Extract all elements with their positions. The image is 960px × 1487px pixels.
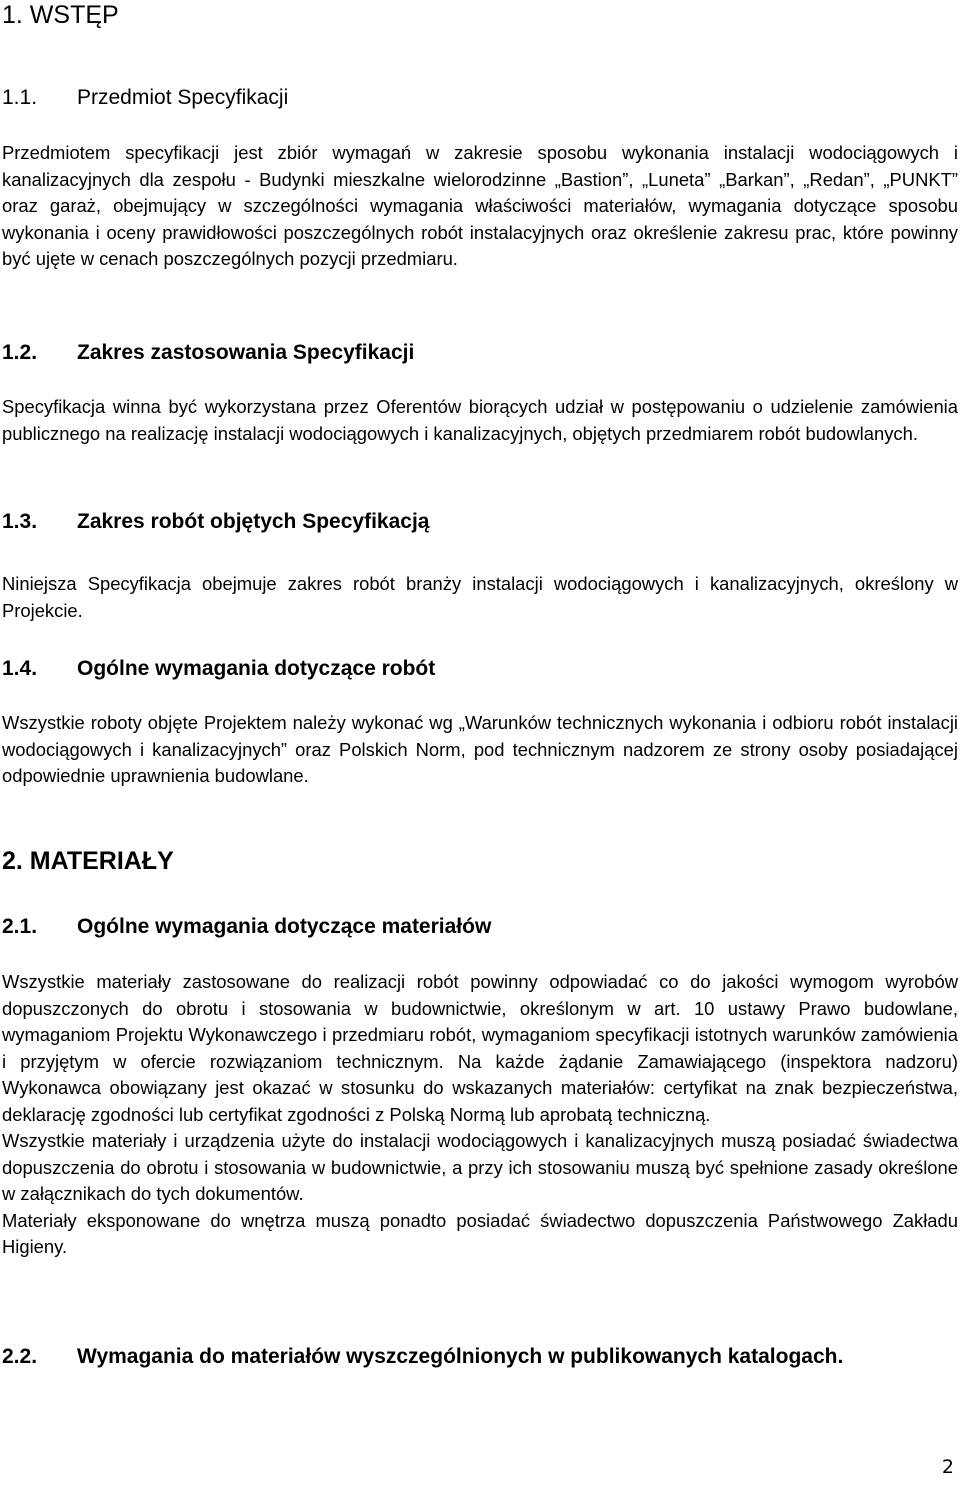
section-1-1-paragraph: Przedmiotem specyfikacji jest zbiór wymagań w zakresie sposobu wykonania instalacji wodociągowych i kanalizacyjnych dla zespołu - Budynki mieszkalne wielorodzinne „Bastion”, „Luneta” „Barkan”, „Redan”, „PUNKT” oraz garaż, obejmujący w szczególności wymagania właściwości materiałów, wymagania dotyczące sposobu wykonania i oceny prawidłowości poszczególnych robót instalacyjnych oraz określenie zakresu prac, które powinny być ujęte w cenach poszczególnych pozycji przedmiaru. — [2, 142, 958, 269]
page-number: 2 — [941, 1456, 954, 1478]
section-2-1-paragraph: Materiały eksponowane do wnętrza muszą ponadto posiadać świadectwo dopuszczenia Państwowego Zakładu Higieny. — [2, 1209, 958, 1257]
section-1-3-heading — [2, 508, 958, 535]
section-number: 1.2. — [2, 341, 38, 364]
section-number: 2.1. — [2, 915, 38, 938]
section-number: 1.3. — [2, 510, 38, 533]
section-2-1-paragraph: Wszystkie materiały i urządzenia użyte do instalacji wodociągowych i kanalizacyjnych muszą posiadać świadectwa dopuszczenia do obrotu i stosowania w budownictwie, a przy ich stosowaniu muszą być spełnione zasady określone w załącznikach do tych dokumentów. — [2, 1130, 958, 1204]
section-2-1-heading — [2, 913, 958, 940]
section-number: 1.1. — [2, 86, 38, 109]
section-title: Wymagania do materiałów wyszczególnionych w publikowanych katalogach. — [77, 1345, 844, 1368]
section-2-2-heading — [2, 1343, 958, 1370]
section-1-2-heading — [2, 339, 958, 366]
section-1-1-heading — [2, 84, 958, 111]
section-2-heading: 2. MATERIAŁY — [2, 847, 174, 875]
section-number: 2.2. — [2, 1345, 38, 1368]
section-title: Ogólne wymagania dotyczące materiałów — [77, 915, 492, 938]
section-title: Zakres robót objętych Specyfikacją — [77, 510, 430, 533]
section-1-4-heading — [2, 655, 958, 682]
section-1-3-paragraph: Niniejsza Specyfikacja obejmuje zakres robót branży instalacji wodociągowych i kanalizacyjnych, określony w Projekcie. — [2, 573, 958, 621]
section-title: Ogólne wymagania dotyczące robót — [77, 657, 436, 680]
section-title: Zakres zastosowania Specyfikacji — [77, 341, 415, 364]
section-title: Przedmiot Specyfikacji — [77, 86, 289, 109]
section-1-heading: 1. WSTĘP — [2, 1, 119, 29]
section-number: 1.4. — [2, 657, 38, 680]
section-1-4-paragraph: Wszystkie roboty objęte Projektem należy wykonać wg „Warunków technicznych wykonania i odbioru robót instalacji wodociągowych i kanalizacyjnych” oraz Polskich Norm, pod technicznym nadzorem ze strony osoby posiadającej odpowiednie uprawnienia budowlane. — [2, 712, 958, 786]
section-1-2-paragraph: Specyfikacja winna być wykorzystana przez Oferentów biorących udział w postępowaniu o udzielenie zamówienia publicznego na realizację instalacji wodociągowych i kanalizacyjnych, objętych przedmiarem robót budowlanych. — [2, 396, 958, 444]
section-2-1-paragraph: Wszystkie materiały zastosowane do realizacji robót powinny odpowiadać co do jakości wymogom wyrobów dopuszczonych do obrotu i stosowania w budownictwie, określonym w art. 10 ustawy Prawo budowlane, wymaganiom Projektu Wykonawczego i przedmiaru robót, wymaganiom specyfikacji istotnych warunków zamówienia i przyjętym w ofercie rozwiązaniom technicznym. Na każde żądanie Zamawiającego (inspektora nadzoru) Wykonawca obowiązany jest okazać w stosunku do wskazanych materiałów: certyfikat na znak bezpieczeństwa, deklarację zgodności lub certyfikat zgodności z Polską Normą lub aprobatą techniczną. — [2, 971, 958, 1125]
section-2-1-body — [2, 969, 958, 1261]
